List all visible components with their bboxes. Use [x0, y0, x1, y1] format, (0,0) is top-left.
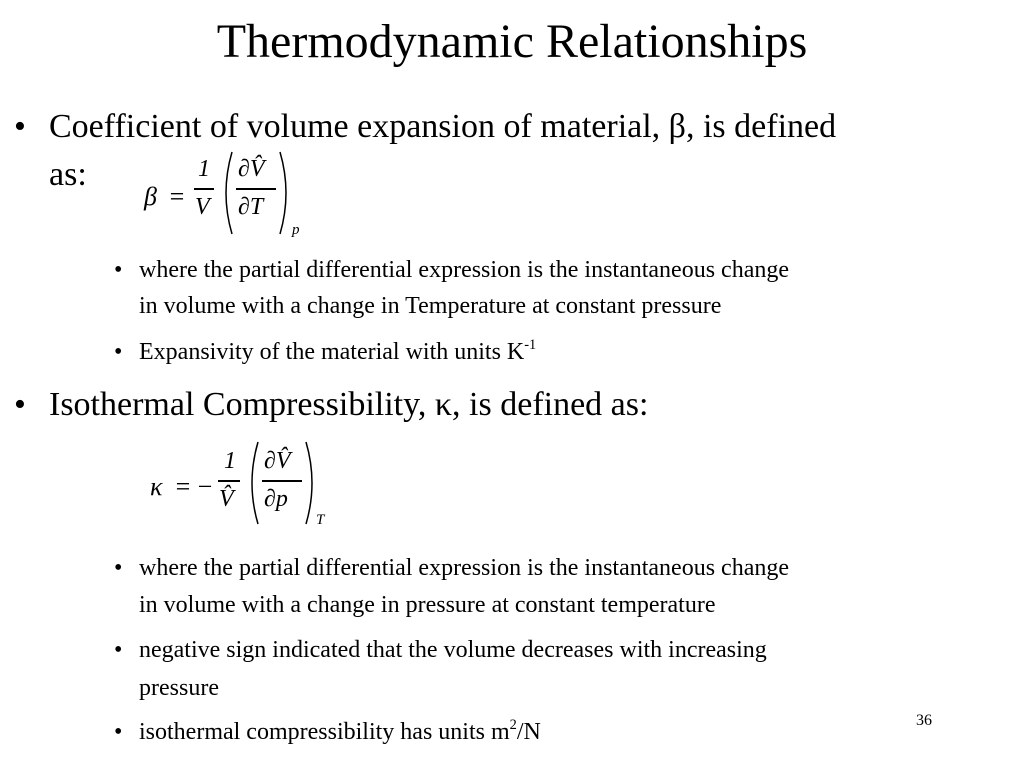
kappa-symbol: κ [150, 472, 163, 501]
fraction-numerator: 1 [224, 448, 236, 474]
sub-bullet-dot: • [114, 257, 123, 283]
sub-bullet-text: negative sign indicated that the volume decreases with increasing [139, 637, 767, 663]
sub-bullet-text-units [139, 336, 537, 365]
equals-sign: = [168, 182, 186, 211]
slide-title: Thermodynamic Relationships [216, 15, 808, 68]
units-superscript: 2 [509, 716, 517, 733]
derivative-denominator: ∂T [238, 194, 264, 220]
minus-sign: − [196, 472, 214, 501]
bullet-text-kappa: Isothermal Compressibility, κ, is defined as: [49, 386, 649, 423]
bullet-text-beta: Coefficient of volume expansion of material, β, is defined [49, 108, 837, 145]
units-text: isothermal compressibility has units m [139, 719, 510, 745]
units-suffix: /N [516, 719, 541, 745]
sub-bullet-dot: • [114, 555, 123, 581]
fraction-bar [194, 188, 214, 190]
page-number: 36 [916, 712, 932, 729]
subscript-T: T [316, 512, 325, 528]
fraction-numerator: 1 [198, 156, 210, 182]
sub-bullet-text: where the partial differential expression is the instantaneous change [139, 257, 789, 283]
subscript-p: p [292, 222, 300, 238]
bullet-text-continuation: as: [49, 156, 87, 193]
derivative-numerator: ∂V̂ [264, 448, 291, 474]
sub-bullet-dot: • [114, 339, 123, 365]
sub-bullet-dot: • [114, 637, 123, 663]
derivative-numerator: ∂V̂ [238, 156, 265, 182]
bullet-dot: • [14, 386, 26, 423]
fraction-denominator: V [195, 194, 210, 220]
sub-bullet-text-units [139, 716, 541, 745]
sub-bullet-text: in volume with a change in pressure at constant temperature [139, 592, 716, 618]
kappa-formula [146, 438, 336, 533]
derivative-bar [236, 188, 276, 190]
fraction-bar [218, 480, 240, 482]
derivative-denominator: ∂p [264, 486, 288, 512]
sub-bullet-text: pressure [139, 675, 219, 701]
equals-sign: = [174, 472, 192, 501]
sub-bullet-text: in volume with a change in Temperature at constant pressure [139, 293, 722, 319]
left-paren [218, 150, 236, 236]
sub-bullet-text: where the partial differential expression is the instantaneous change [139, 555, 789, 581]
sub-bullet-dot: • [114, 719, 123, 745]
beta-formula [140, 148, 315, 243]
fraction-denominator: V̂ [219, 486, 234, 512]
units-superscript: -1 [524, 336, 537, 353]
beta-symbol: β [144, 182, 157, 211]
derivative-bar [262, 480, 302, 482]
left-paren [244, 440, 262, 526]
bullet-dot: • [14, 108, 26, 145]
units-text: Expansivity of the material with units K [139, 339, 525, 365]
